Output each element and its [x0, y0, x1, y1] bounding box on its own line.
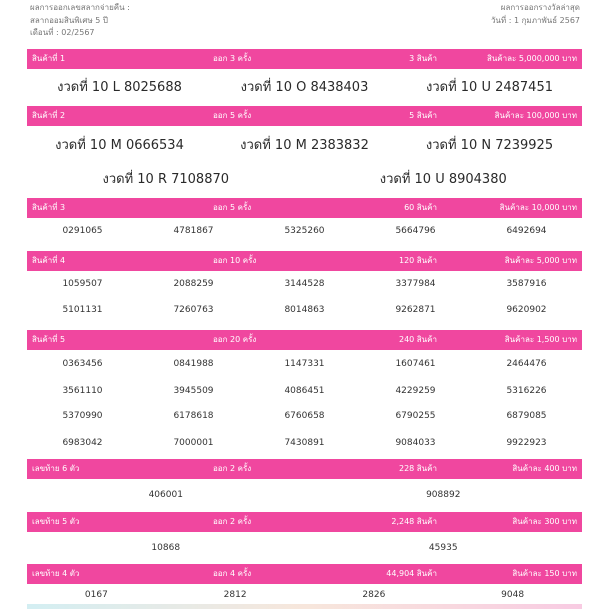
draw-count: ออก 2 ครั้ง [213, 517, 252, 526]
result-number: 6178618 [173, 410, 214, 421]
page-header [0, 0, 610, 46]
prize-section-1 [27, 49, 582, 104]
prize-value: สินค้าละ 5,000,000 บาท [486, 54, 577, 63]
prize-section-4 [27, 251, 582, 322]
result-number: 2088259 [173, 279, 214, 289]
prize-section-last6 [27, 459, 582, 511]
result-number: งวดที่ 10 R 7108870 [102, 171, 230, 187]
result-number: งวดที่ 10 L 8025688 [57, 80, 182, 95]
prize-section-3 [27, 198, 582, 244]
result-number: 6492694 [506, 226, 547, 236]
result-number: งวดที่ 10 O 8438403 [240, 80, 369, 95]
result-number: 3587916 [506, 279, 547, 289]
bottom-divider [27, 604, 582, 609]
result-number: 9620902 [506, 304, 547, 315]
draw-count: ออก 5 ครั้ง [213, 203, 252, 212]
result-row [27, 162, 582, 194]
result-number: 5370990 [62, 410, 103, 421]
result-number: 9048 [501, 590, 525, 600]
result-number: 1607461 [395, 359, 436, 369]
result-number: 3377984 [395, 279, 436, 289]
draw-count: ออก 10 ครั้ง [213, 256, 257, 265]
result-number: งวดที่ 10 U 8904380 [379, 171, 507, 187]
result-number: 6760658 [284, 410, 325, 421]
result-number: 2812 [223, 590, 247, 600]
prize-quantity: 44,904 สินค้า [386, 569, 437, 578]
result-number: 45935 [428, 542, 458, 553]
result-number: งวดที่ 10 M 0666534 [55, 137, 184, 153]
section-header [27, 330, 582, 350]
result-row [27, 403, 582, 428]
result-row [27, 378, 582, 403]
section-header [27, 512, 582, 532]
result-number: 5325260 [284, 226, 325, 236]
prize-section-last5 [27, 512, 582, 563]
latest-result-date: วันที่ : 1 กุมภาพันธ์ 2567 [490, 15, 580, 25]
prize-value: สินค้าละ 10,000 บาท [499, 203, 577, 212]
prize-section-2 [27, 106, 582, 194]
result-number: งวดที่ 10 U 2487451 [425, 80, 553, 95]
prize-value: สินค้าละ 5,000 บาท [504, 256, 577, 265]
prize-quantity: 240 สินค้า [398, 335, 437, 344]
prize-name: เลขท้าย 6 ตัว [32, 464, 80, 473]
prize-value: สินค้าละ 1,500 บาท [504, 335, 577, 344]
result-number: 7430891 [284, 438, 325, 448]
result-number: 6879085 [506, 410, 547, 421]
result-row [27, 271, 582, 297]
section-header [27, 459, 582, 479]
prize-value: สินค้าละ 300 บาท [512, 517, 577, 526]
result-number: 0363456 [62, 359, 103, 369]
result-number: 5664796 [395, 226, 436, 236]
result-number: 3561110 [62, 385, 103, 396]
result-number: 4086451 [284, 385, 325, 396]
result-number: 1059507 [62, 279, 103, 289]
result-number: 9922923 [506, 438, 547, 448]
draw-info-product: สลากออมสินพิเศษ 5 ปี [30, 15, 108, 25]
prize-quantity: 120 สินค้า [398, 256, 437, 265]
result-number: 5101131 [62, 304, 103, 315]
prize-section-last4 [27, 564, 582, 606]
draw-count: ออก 3 ครั้ง [213, 54, 252, 63]
draw-info [30, 2, 130, 40]
section-header [27, 564, 582, 584]
result-row [27, 126, 582, 162]
section-header [27, 251, 582, 271]
result-number: 7000001 [173, 438, 214, 448]
section-header [27, 106, 582, 126]
result-number: 4229259 [395, 385, 436, 396]
prize-section-5 [27, 330, 582, 458]
prize-name: เลขท้าย 5 ตัว [32, 517, 80, 526]
result-number: งวดที่ 10 N 7239925 [425, 137, 554, 153]
result-row [27, 297, 582, 322]
result-number: 4781867 [173, 226, 214, 236]
result-number: 8014863 [284, 304, 325, 315]
prize-name: สินค้าที่ 3 [32, 203, 66, 212]
prize-name: เลขท้าย 4 ตัว [32, 569, 80, 578]
result-row [27, 218, 582, 244]
prize-quantity: 5 สินค้า [409, 111, 437, 120]
result-number: 908892 [426, 490, 461, 500]
result-row [27, 428, 582, 458]
result-row [27, 479, 582, 511]
result-number: 3945509 [173, 385, 214, 396]
draw-info-month: เดือนที่ : 02/2567 [30, 28, 95, 37]
result-number: 6790255 [395, 410, 436, 421]
prize-quantity: 60 สินค้า [404, 203, 437, 212]
prize-value: สินค้าละ 150 บาท [512, 569, 577, 578]
section-header [27, 198, 582, 218]
result-number: งวดที่ 10 M 2383832 [240, 137, 369, 153]
result-row [27, 69, 582, 104]
prize-name: สินค้าที่ 2 [32, 111, 66, 120]
result-number: 406001 [148, 490, 183, 500]
prize-quantity: 228 สินค้า [398, 464, 437, 473]
latest-result-info [491, 2, 580, 27]
result-row [27, 584, 582, 606]
result-number: 0291065 [62, 226, 103, 236]
result-number: 10868 [151, 542, 181, 553]
result-row [27, 350, 582, 378]
prize-value: สินค้าละ 400 บาท [512, 464, 577, 473]
latest-result-title: ผลการออกรางวัลล่าสุด [500, 3, 580, 12]
result-number: 9084033 [395, 438, 436, 448]
result-number: 2826 [362, 590, 386, 600]
prize-quantity: 2,248 สินค้า [391, 517, 437, 526]
result-number: 3144528 [284, 279, 325, 289]
result-number: 1147331 [284, 359, 325, 369]
prize-name: สินค้าที่ 5 [32, 335, 66, 344]
section-header [27, 49, 582, 69]
prize-name: สินค้าที่ 4 [32, 256, 66, 265]
draw-count: ออก 20 ครั้ง [213, 335, 257, 344]
result-number: 5316226 [506, 385, 547, 396]
prize-value: สินค้าละ 100,000 บาท [494, 111, 577, 120]
draw-info-title: ผลการออกเลขสลากจ่ายคืน : [30, 3, 130, 12]
result-number: 9262871 [395, 304, 436, 315]
draw-count: ออก 2 ครั้ง [213, 464, 252, 473]
prize-name: สินค้าที่ 1 [32, 54, 66, 63]
result-number: 7260763 [173, 304, 214, 315]
prize-quantity: 3 สินค้า [409, 54, 437, 63]
result-number: 0167 [84, 590, 108, 600]
result-row [27, 532, 582, 563]
draw-count: ออก 4 ครั้ง [213, 569, 252, 578]
result-number: 2464476 [506, 359, 547, 369]
result-number: 0841988 [173, 359, 214, 369]
draw-count: ออก 5 ครั้ง [213, 111, 252, 120]
result-number: 6983042 [62, 438, 103, 448]
